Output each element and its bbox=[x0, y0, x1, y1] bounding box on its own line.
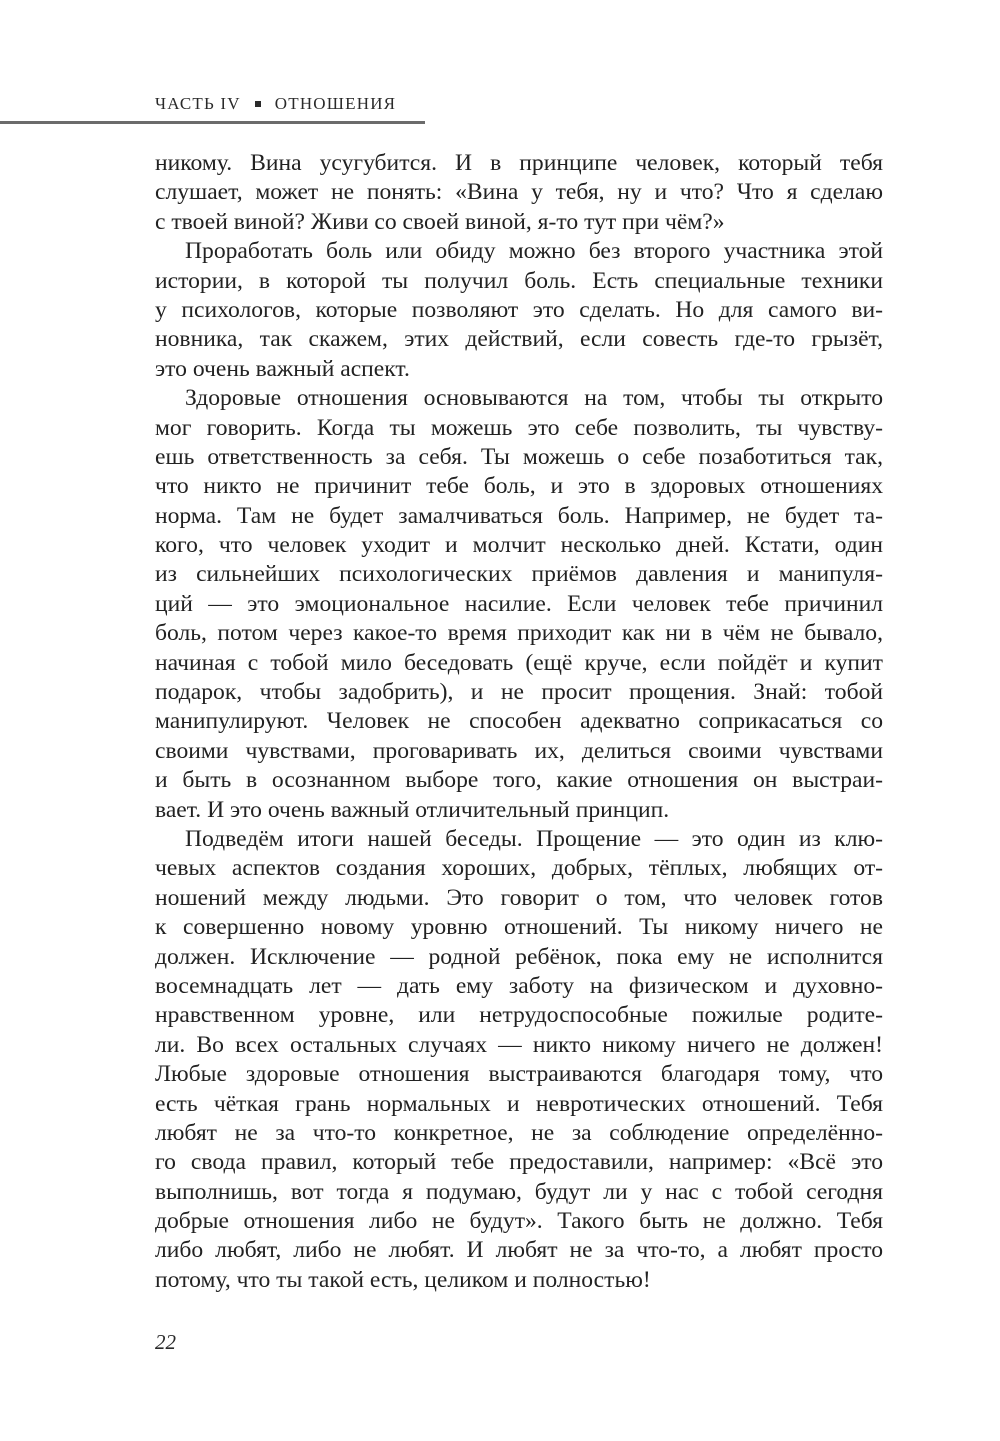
paragraph bbox=[155, 825, 883, 1295]
page-body bbox=[155, 149, 883, 1295]
text-line: никому. Вина усугубится. И в принципе человек, который тебя bbox=[155, 150, 883, 176]
text-line: нравственном уровне, или нетрудоспособные пожилые родите- bbox=[155, 1002, 883, 1029]
text-line: Любые здоровые отношения выстраиваются благодаря тому, что bbox=[155, 1061, 883, 1088]
text-line: с твоей виной? Живи со своей виной, я-то тут при чём?» bbox=[155, 208, 725, 235]
text-line: к совершенно новому уровню отношений. Ты никому ничего не bbox=[155, 914, 883, 941]
paragraph bbox=[155, 149, 883, 237]
text-line: Подведём итоги нашей беседы. Прощение — это один из клю- bbox=[185, 825, 883, 852]
text-line: Здоровые отношения основываются на том, чтобы ты открыто bbox=[185, 385, 883, 412]
paragraph bbox=[155, 384, 883, 825]
running-head-part: ЧАСТЬ IV bbox=[155, 94, 241, 113]
separator-square-icon bbox=[255, 101, 261, 107]
text-line: добрые отношения либо не будут». Такого быть не должно. Тебя bbox=[155, 1208, 883, 1235]
text-line: новника, так скажем, этих действий, если совесть где-то грызёт, bbox=[155, 326, 883, 353]
text-line: ешь ответственность за себя. Ты можешь о себе позаботиться так, bbox=[155, 443, 883, 470]
text-line: Проработать боль или обиду можно без второго участника этой bbox=[185, 238, 883, 265]
text-line: вает. И это очень важный отличительный принцип. bbox=[155, 796, 670, 823]
text-line: чевых аспектов создания хороших, добрых, тёплых, любящих от- bbox=[155, 855, 883, 882]
text-line: любят не за что-то конкретное, не за соблюдение определённо- bbox=[155, 1119, 883, 1146]
text-line: и быть в осознанном выборе того, какие отношения он выстраи- bbox=[155, 767, 883, 794]
text-line: восемнадцать лет — дать ему заботу на физическом и духовно- bbox=[155, 972, 883, 999]
text-line: либо любят, либо не любят. И любят не за что-то, а любят просто bbox=[155, 1237, 883, 1264]
text-line: из сильнейших психологических приёмов давления и манипуля- bbox=[155, 561, 883, 588]
text-line: истории, в которой ты получил боль. Есть специальные техники bbox=[155, 267, 883, 294]
header-rule bbox=[0, 121, 425, 124]
text-line: должен. Исключение — родной ребёнок, пока ему не исполнится bbox=[155, 943, 883, 970]
text-line: начиная с тобой мило беседовать (ещё круче, если пойдёт и купит bbox=[155, 649, 883, 676]
text-line: потому, что ты такой есть, целиком и полностью! bbox=[155, 1266, 651, 1293]
text-line: есть чёткая грань нормальных и невротических отношений. Тебя bbox=[155, 1090, 883, 1117]
text-line: выполнишь, вот тогда я подумаю, будут ли у нас с тобой сегодня bbox=[155, 1178, 883, 1205]
text-line: своими чувствами, проговаривать их, делиться своими чувствами bbox=[155, 737, 883, 764]
paragraph bbox=[155, 237, 883, 384]
running-head bbox=[155, 94, 425, 114]
text-line: мог говорить. Когда ты можешь это себе позволить, ты чувству- bbox=[155, 414, 883, 441]
text-line: манипулируют. Человек не способен адекватно соприкасаться со bbox=[155, 708, 883, 735]
text-line: боль, потом через какое-то время приходит как ни в чём не бывало, bbox=[155, 620, 883, 647]
text-line: это очень важный аспект. bbox=[155, 355, 410, 382]
text-line: что никто не причинит тебе боль, и это в здоровых отношениях bbox=[155, 473, 883, 500]
text-line: го свода правил, который тебе предоставили, например: «Всё это bbox=[155, 1149, 883, 1176]
text-line: ций — это эмоциональное насилие. Если человек тебе причинил bbox=[155, 590, 883, 617]
text-line: кого, что человек уходит и молчит несколько дней. Кстати, один bbox=[155, 532, 883, 559]
text-line: норма. Там не будет замалчиваться боль. Например, не будет та- bbox=[155, 502, 883, 529]
running-head-title: ОТНОШЕНИЯ bbox=[274, 94, 397, 113]
text-line: ношений между людьми. Это говорит о том, что человек готов bbox=[155, 884, 883, 911]
page-number: 22 bbox=[155, 1330, 176, 1354]
text-line: слушает, может не понять: «Вина у тебя, ну и что? Что я сделаю bbox=[155, 179, 883, 206]
text-line: ли. Во всех остальных случаях — никто никому ничего не должен! bbox=[155, 1031, 883, 1058]
text-line: у психологов, которые позволяют это сделать. Но для самого ви- bbox=[155, 296, 883, 323]
text-line: подарок, чтобы задобрить), и не просит прощения. Знай: тобой bbox=[155, 679, 883, 706]
